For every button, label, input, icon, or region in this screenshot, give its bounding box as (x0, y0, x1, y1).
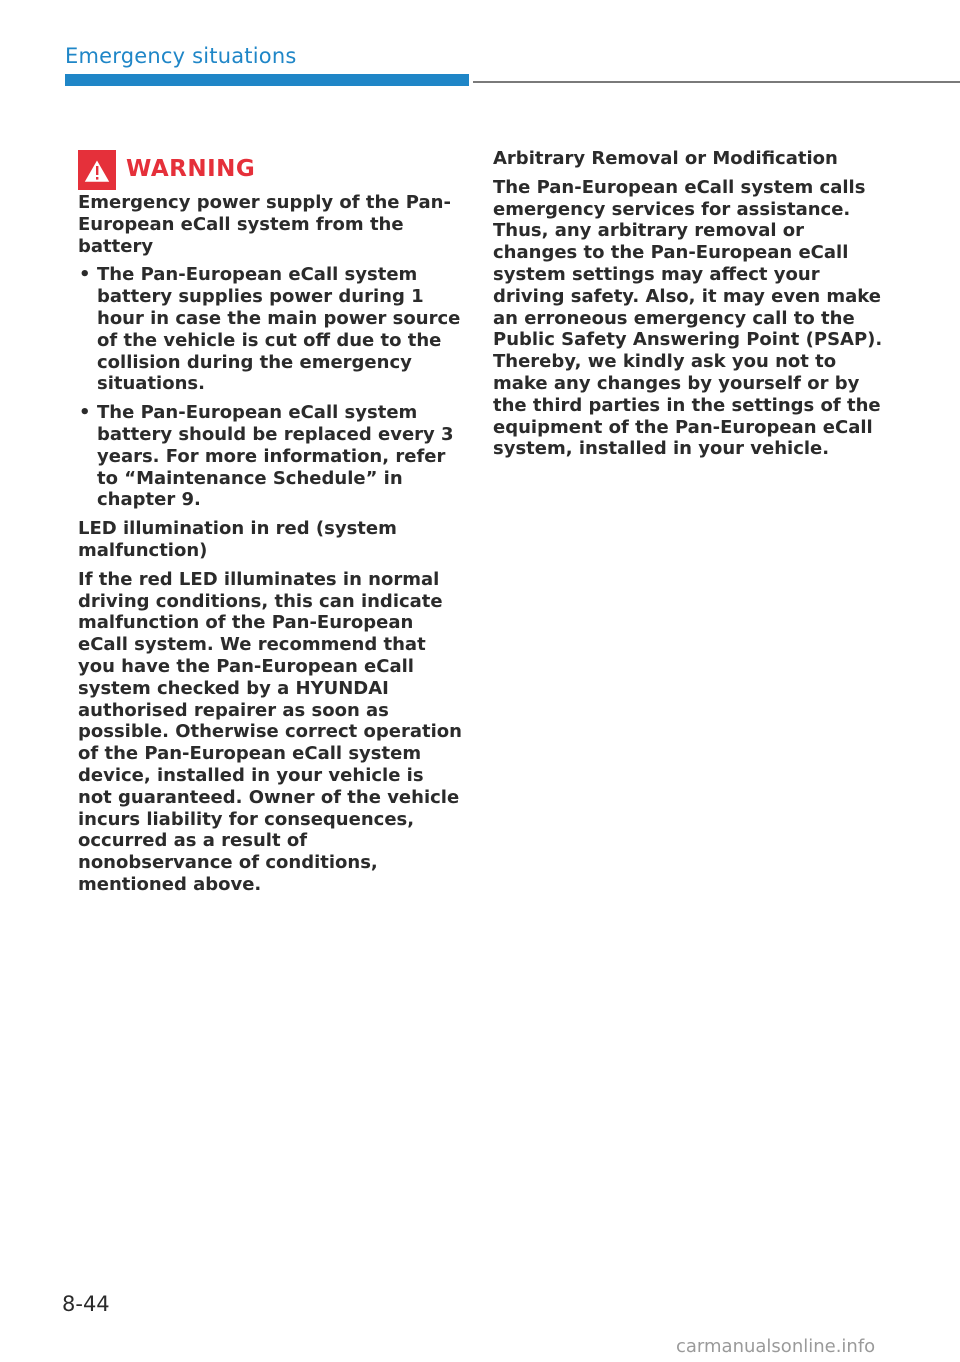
led-paragraph: If the red LED illuminates in normal driving conditions, this can indicate malfunction of the Pan-European eCall system. We recommend that you have the Pan-European eCall system checked by a HYUNDAI authorised repairer as soon as possible. Otherwise correct operation of the Pan-European eCall system device, installed in your vehicle is not guaranteed. Owner of the vehicle incurs liability for consequences, occurred as a result of nonobservance of conditions, mentioned above. (78, 568, 462, 895)
warning-bullet-list (78, 264, 462, 511)
removal-heading: Arbitrary Removal or Modification (493, 148, 838, 169)
list-item: • The Pan-European eCall system battery should be replaced every 3 years. For more information, refer to “Maintenance Schedule” in chapter 9. (78, 402, 462, 511)
warning-label: WARNING (126, 156, 256, 183)
warning-triangle-icon (78, 150, 116, 190)
page-number: 8-44 (62, 1292, 110, 1316)
header-rule-thick (65, 74, 469, 86)
led-heading: LED illumination in red (system malfunction) (78, 518, 397, 561)
section-title: Emergency situations (65, 44, 297, 68)
list-item: • The Pan-European eCall system battery supplies power during 1 hour in case the main power source of the vehicle is cut off due to the collision during the emergency situations. (78, 264, 462, 395)
removal-paragraph: The Pan-European eCall system calls emergency services for assistance. Thus, any arbitrary removal or changes to the Pan-European eCall system settings may affect your driving safety. Also, it may even make an erroneous emergency call to the Public Safety Answering Point (PSAP). Thereby, we kindly ask you not to make any changes by yourself or by the third parties in the settings of the equipment of the Pan-European eCall system, installed in your vehicle. (493, 176, 883, 460)
header-rule-thin (473, 81, 960, 83)
warning-title: Emergency power supply of the Pan-European eCall system from the battery (78, 192, 451, 257)
warning-header (78, 150, 462, 190)
watermark: carmanualsonline.info (676, 1336, 876, 1357)
left-column (78, 150, 462, 903)
right-column (493, 148, 883, 467)
